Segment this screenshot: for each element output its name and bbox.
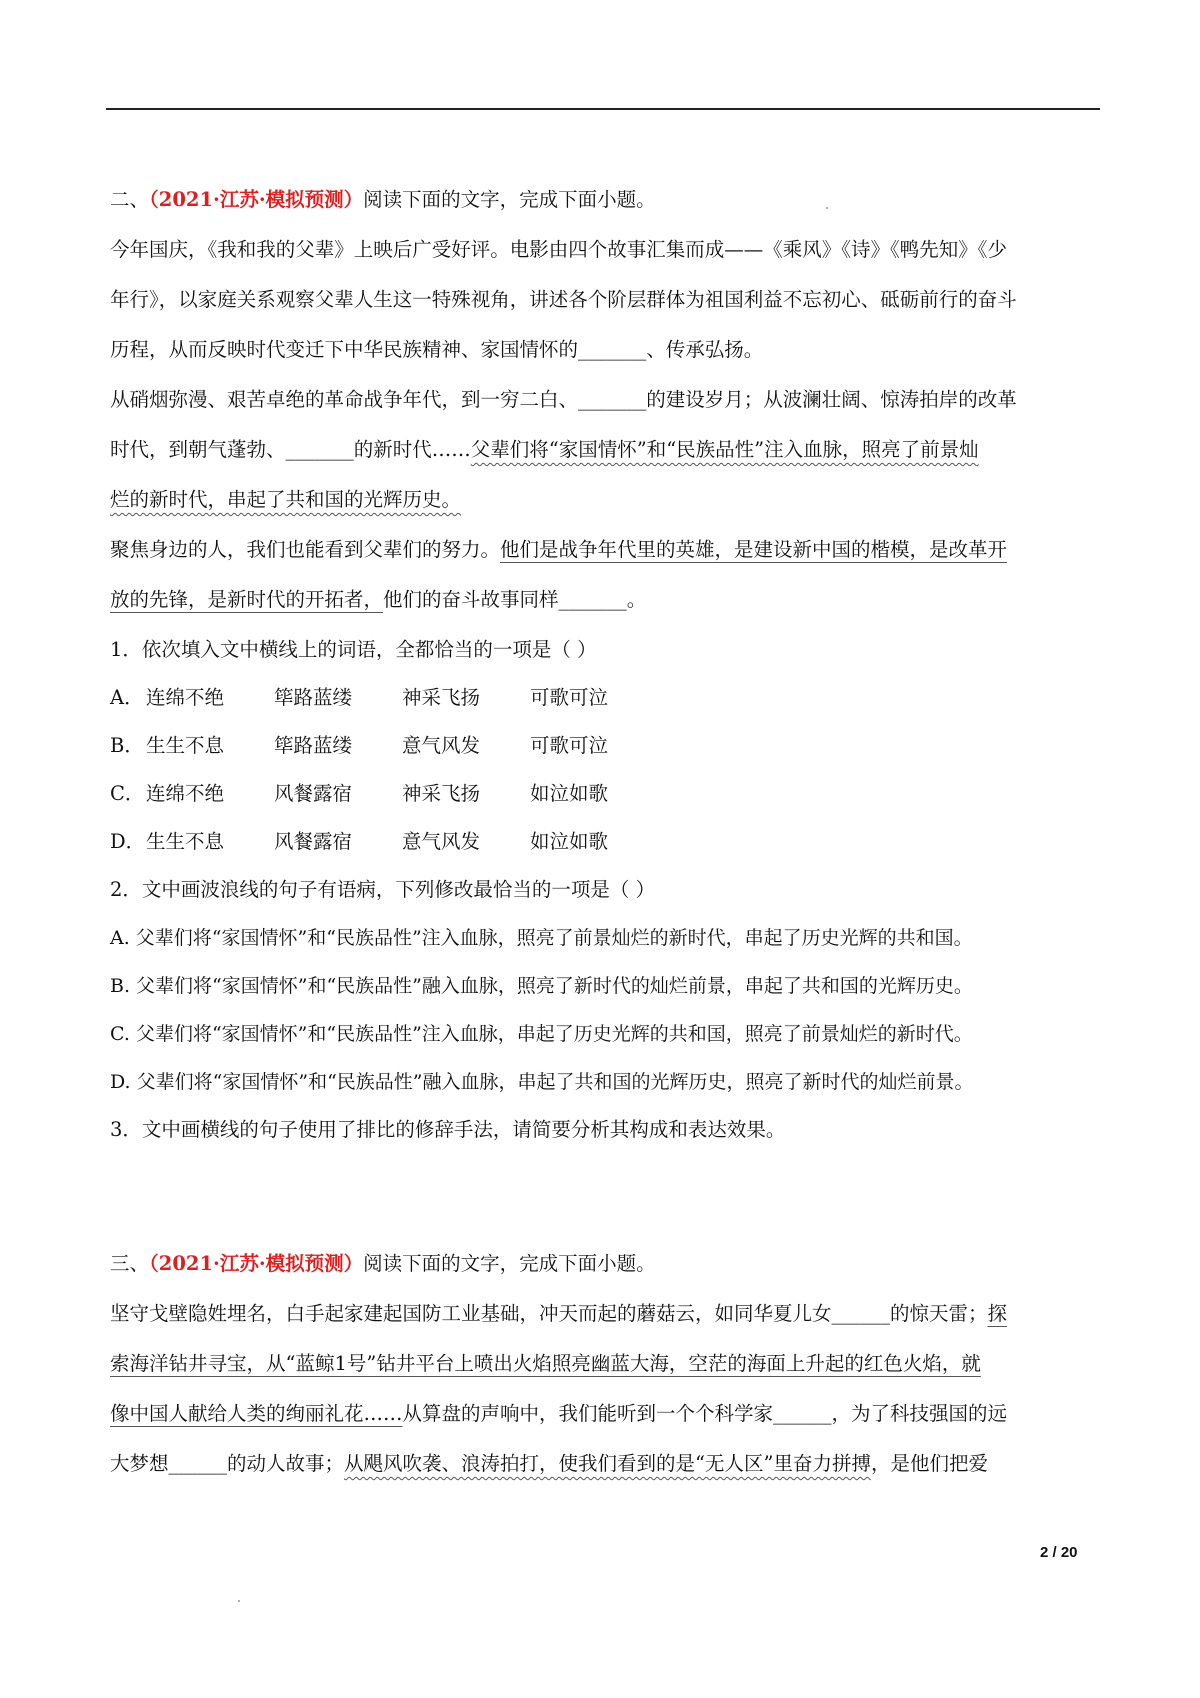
wavy-underlined-sentence: 父辈们将“家国情怀”和“民族品性”注入血脉，照亮了前景灿: [470, 438, 979, 461]
question-1: 1．依次填入文中横线上的词语，全都恰当的一项是（ ）: [110, 638, 597, 661]
q2-option-a[interactable]: A. 父辈们将“家国情怀”和“民族品性”注入血脉，照亮了前景灿烂的新时代，串起了历史光辉的共和国。: [110, 927, 973, 949]
scan-speck: [826, 207, 828, 209]
option-word: 可歌可泣: [530, 686, 609, 709]
header-rule: [106, 108, 1100, 110]
q1-option-a[interactable]: [110, 684, 710, 712]
passage-line: 历程，从而反映时代变迁下中华民族精神、家国情怀的_______、传承弘扬。: [110, 338, 764, 361]
option-word: 生生不息: [146, 734, 225, 757]
passage-text: 大梦想______的动人故事；: [110, 1452, 345, 1475]
passage-line: 从硝烟弥漫、艰苦卓绝的革命战争年代，到一穷二白、_______的建设岁月；从波澜壮阔、惊涛拍岸的改革: [110, 388, 1017, 411]
section-prefix: 二、: [110, 188, 150, 211]
q1-option-b[interactable]: [110, 732, 710, 760]
option-word: 风餐露宿: [274, 830, 353, 853]
passage-text: 他们的奋斗故事同样_______。: [383, 588, 647, 611]
passage-line: [110, 586, 646, 614]
option-letter: A．: [110, 686, 144, 709]
passage-line: [110, 1350, 981, 1378]
passage-line: [110, 1400, 1007, 1428]
option-word: 如泣如歌: [530, 782, 609, 805]
option-word: 生生不息: [146, 830, 225, 853]
passage-text: ，是他们把爱: [870, 1452, 988, 1475]
option-word: 风餐露宿: [274, 782, 353, 805]
section-prefix: 三、: [110, 1252, 150, 1275]
source-tag: （2021·江苏·模拟预测）: [149, 188, 364, 211]
source-tag: （2021·江苏·模拟预测）: [149, 1252, 364, 1275]
option-word: 筚路蓝缕: [274, 734, 353, 757]
option-word: 神采飞扬: [402, 686, 481, 709]
passage-line: [110, 1300, 1007, 1328]
wavy-underlined-sentence: 从飓风吹袭、浪涛拍打，使我们看到的是“无人区”里奋力拼搏: [344, 1452, 871, 1475]
passage-line: 今年国庆，《我和我的父辈》上映后广受好评。电影由四个故事汇集而成——《乘风》《诗》《鸭先知》《少: [110, 238, 1008, 261]
question-3: 3．文中画横线的句子使用了排比的修辞手法，请简要分析其构成和表达效果。: [110, 1118, 786, 1141]
passage-line: [110, 1450, 988, 1478]
underlined-sentence: 探: [987, 1302, 1008, 1325]
option-word: 如泣如歌: [530, 830, 609, 853]
passage-text: 时代，到朝气蓬勃、_______的新时代……: [110, 438, 471, 461]
instruction: 阅读下面的文字，完成下面小题。: [363, 1252, 656, 1275]
option-word: 可歌可泣: [530, 734, 609, 757]
option-word: 连绵不绝: [146, 686, 225, 709]
option-letter: C．: [110, 782, 145, 805]
option-word: 连绵不绝: [146, 782, 225, 805]
option-word: 意气风发: [402, 734, 481, 757]
underlined-sentence: 像中国人献给人类的绚丽礼花……: [110, 1402, 403, 1425]
option-word: 筚路蓝缕: [274, 686, 353, 709]
section3-heading: [110, 1250, 656, 1278]
passage-line: [110, 486, 461, 514]
option-letter: B．: [110, 734, 144, 757]
underlined-sentence: 索海洋钻井寻宝，从“蓝鲸1号”钻井平台上喷出火焰照亮幽蓝大海，空茫的海面上升起的红色火焰，就: [110, 1352, 981, 1375]
q2-option-c[interactable]: C. 父辈们将“家国情怀”和“民族品性”注入血脉，串起了历史光辉的共和国，照亮了前景灿烂的新时代。: [110, 1023, 973, 1045]
q1-option-d[interactable]: [110, 828, 710, 856]
option-word: 意气风发: [402, 830, 481, 853]
option-letter: D．: [110, 830, 146, 853]
question-2: 2．文中画波浪线的句子有语病，下列修改最恰当的一项是（ ）: [110, 878, 656, 901]
passage-line: 年行》，以家庭关系观察父辈人生这一特殊视角，讲述各个阶层群体为祖国利益不忘初心、砥砺前行的奋斗: [110, 288, 1017, 311]
q1-option-c[interactable]: [110, 780, 710, 808]
section2-heading: [110, 186, 656, 214]
passage-text: 聚焦身边的人，我们也能看到父辈们的努力。: [110, 538, 501, 561]
page-number: 2 / 20: [1040, 1544, 1078, 1561]
underlined-sentence: 放的先锋，是新时代的开拓者，: [110, 588, 384, 611]
q2-option-d[interactable]: D. 父辈们将“家国情怀”和“民族品性”融入血脉，串起了共和国的光辉历史，照亮了新时代的灿烂前景。: [110, 1071, 974, 1093]
underlined-sentence: 他们是战争年代里的英雄，是建设新中国的楷模，是改革开: [500, 538, 1008, 561]
passage-line: [110, 436, 979, 464]
option-word: 神采飞扬: [402, 782, 481, 805]
passage-text: 坚守戈壁隐姓埋名，白手起家建起国防工业基础，冲天而起的蘑菇云，如同华夏儿女______的惊天雷；: [110, 1302, 988, 1325]
instruction: 阅读下面的文字，完成下面小题。: [363, 188, 656, 211]
passage-line: [110, 536, 1007, 564]
wavy-underlined-sentence: 烂的新时代，串起了共和国的光辉历史。: [110, 488, 462, 511]
scan-speck: [238, 1600, 240, 1602]
q2-option-b[interactable]: B. 父辈们将“家国情怀”和“民族品性”融入血脉，照亮了新时代的灿烂前景，串起了共和国的光辉历史。: [110, 975, 973, 997]
passage-text: 从算盘的声响中，我们能听到一个个科学家______，为了科技强国的远: [402, 1402, 1008, 1425]
